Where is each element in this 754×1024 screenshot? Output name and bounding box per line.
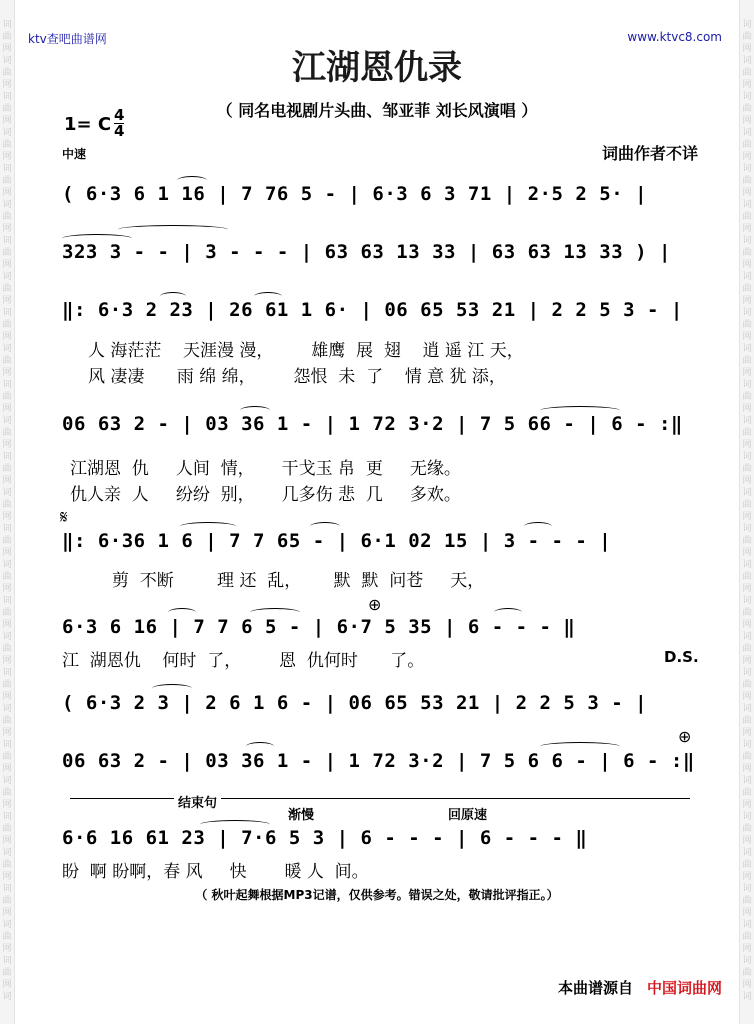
margin-watermark-char: 网 xyxy=(2,188,12,198)
margin-watermark-char: 网 xyxy=(742,944,752,954)
tie-mark xyxy=(118,225,228,234)
margin-watermark-char: 词 xyxy=(742,668,752,678)
margin-watermark-char: 曲 xyxy=(742,140,752,150)
notation-line-5: ‖: 6·36 1 6 | 7 7 65 - | 6·1 02 15 | 3 - - - | xyxy=(62,530,612,552)
margin-watermark-char: 词 xyxy=(742,704,752,714)
margin-watermark-char: 词 xyxy=(2,560,12,570)
ending-label: 结束句 xyxy=(174,792,221,811)
margin-watermark-char: 词 xyxy=(742,92,752,102)
left-margin-strip xyxy=(0,0,15,1024)
dal-segno-label: D.S. xyxy=(664,648,699,666)
margin-watermark-char: 词 xyxy=(742,56,752,66)
margin-watermark-char: 网 xyxy=(742,224,752,234)
slur-mark xyxy=(310,522,340,531)
margin-watermark-char: 词 xyxy=(2,236,12,246)
margin-watermark-char: 曲 xyxy=(742,860,752,870)
margin-watermark-char: 网 xyxy=(742,656,752,666)
margin-watermark-char: 词 xyxy=(2,488,12,498)
margin-watermark-char: 网 xyxy=(742,836,752,846)
margin-watermark-char: 词 xyxy=(2,884,12,894)
ritardando-label: 渐慢 xyxy=(288,808,315,823)
margin-watermark-char: 曲 xyxy=(2,932,12,942)
margin-watermark-char: 曲 xyxy=(2,320,12,330)
margin-watermark-char: 词 xyxy=(2,776,12,786)
margin-watermark-char: 网 xyxy=(742,908,752,918)
margin-watermark-char: 网 xyxy=(742,764,752,774)
margin-watermark-char: 词 xyxy=(742,884,752,894)
margin-watermark-char: 曲 xyxy=(742,788,752,798)
margin-watermark-char: 网 xyxy=(2,800,12,810)
margin-watermark-char: 网 xyxy=(742,620,752,630)
margin-watermark-char: 网 xyxy=(2,764,12,774)
margin-watermark-char: 曲 xyxy=(2,500,12,510)
margin-watermark-char: 词 xyxy=(742,452,752,462)
margin-watermark-char: 网 xyxy=(2,332,12,342)
margin-watermark-char: 词 xyxy=(742,956,752,966)
margin-watermark-char: 网 xyxy=(2,224,12,234)
margin-watermark-char: 网 xyxy=(2,620,12,630)
margin-watermark-char: 词 xyxy=(742,596,752,606)
margin-watermark-char: 网 xyxy=(2,80,12,90)
margin-watermark-char: 曲 xyxy=(742,284,752,294)
tie-mark xyxy=(540,406,620,415)
slur-mark xyxy=(254,292,282,301)
margin-watermark-char: 网 xyxy=(742,260,752,270)
margin-watermark-char: 曲 xyxy=(2,536,12,546)
margin-watermark-char: 网 xyxy=(2,440,12,450)
notation-line-7: ( 6·3 2 3 | 2 6 1 6 - | 06 65 53 21 | 2 2 5 3 - | xyxy=(62,692,648,714)
margin-watermark-char: 曲 xyxy=(2,860,12,870)
margin-watermark-char: 网 xyxy=(2,260,12,270)
margin-watermark-char: 曲 xyxy=(2,68,12,78)
margin-watermark-char: 词 xyxy=(742,812,752,822)
time-signature xyxy=(114,108,124,139)
margin-watermark-char: 曲 xyxy=(2,608,12,618)
margin-watermark-char: 词 xyxy=(2,308,12,318)
margin-watermark-char: 曲 xyxy=(742,680,752,690)
margin-watermark-char: 曲 xyxy=(2,104,12,114)
margin-watermark-char: 词 xyxy=(742,236,752,246)
margin-watermark-char: 网 xyxy=(742,728,752,738)
margin-watermark-char: 词 xyxy=(742,164,752,174)
margin-watermark-char: 曲 xyxy=(742,428,752,438)
margin-watermark-char: 曲 xyxy=(2,392,12,402)
lyric-verse2-line2: 仇人亲 人 纷纷 别， 几多伤 悲 几 多欢。 xyxy=(70,485,461,505)
margin-watermark-char: 网 xyxy=(2,692,12,702)
margin-watermark-char: 网 xyxy=(742,80,752,90)
margin-watermark-char: 网 xyxy=(2,404,12,414)
slur-mark xyxy=(168,608,196,617)
notation-line-6: 6·3 6 16 | 7 7 6 5 - | 6·7 5 35 | 6 - - - ‖ xyxy=(62,616,576,638)
time-signature-top: 4 xyxy=(114,106,125,124)
lyric-chorus-line1: 剪 不断 理 还 乱， 默 默 问苍 天， xyxy=(112,571,485,591)
slur-mark xyxy=(200,820,270,829)
slur-mark xyxy=(160,292,186,301)
margin-watermark-char: 词 xyxy=(742,488,752,498)
margin-watermark-char: 词 xyxy=(2,524,12,534)
margin-watermark-char: 曲 xyxy=(742,752,752,762)
margin-watermark-char: 曲 xyxy=(742,572,752,582)
source-brand-link[interactable]: 中国词曲网 xyxy=(646,979,722,997)
margin-watermark-char: 词 xyxy=(2,596,12,606)
margin-watermark-char: 曲 xyxy=(742,644,752,654)
margin-watermark-char: 曲 xyxy=(742,68,752,78)
margin-watermark-char: 曲 xyxy=(2,284,12,294)
margin-watermark-char: 词 xyxy=(742,380,752,390)
site-name-left[interactable]: ktv查吧曲谱网 xyxy=(28,32,107,46)
ending-bracket xyxy=(70,798,690,799)
credits: 词曲作者不详 xyxy=(601,144,698,163)
margin-watermark-char: 曲 xyxy=(742,320,752,330)
margin-watermark-char: 曲 xyxy=(742,176,752,186)
margin-watermark-char: 曲 xyxy=(2,896,12,906)
margin-watermark-char: 词 xyxy=(2,920,12,930)
margin-watermark-char: 词 xyxy=(742,740,752,750)
margin-watermark-char: 词 xyxy=(2,632,12,642)
margin-watermark-char: 词 xyxy=(742,128,752,138)
margin-watermark-char: 网 xyxy=(742,800,752,810)
right-margin-strip xyxy=(739,0,754,1024)
margin-watermark-char: 词 xyxy=(2,740,12,750)
margin-watermark-char: 曲 xyxy=(2,968,12,978)
margin-watermark-char: 曲 xyxy=(2,716,12,726)
margin-watermark-char: 词 xyxy=(742,920,752,930)
notation-line-3: ‖: 6·3 2 23 | 26 61 1 6· | 06 65 53 21 | 2 2 5 3 - | xyxy=(62,299,683,321)
margin-watermark-char: 网 xyxy=(742,872,752,882)
margin-watermark-char: 词 xyxy=(2,164,12,174)
margin-watermark-char: 网 xyxy=(2,152,12,162)
margin-watermark-char: 曲 xyxy=(2,248,12,258)
lyric-ending: 盼 啊 盼啊，春 风 快 暖 人 间。 xyxy=(62,862,369,882)
margin-watermark-char: 曲 xyxy=(742,824,752,834)
key-signature: 1= C xyxy=(64,114,112,135)
margin-watermark-char: 网 xyxy=(2,116,12,126)
margin-watermark-char: 曲 xyxy=(742,464,752,474)
a-tempo-label: 回原速 xyxy=(448,808,488,823)
margin-watermark-char: 词 xyxy=(2,416,12,426)
margin-watermark-char: 曲 xyxy=(2,824,12,834)
margin-watermark-char: 曲 xyxy=(742,536,752,546)
tie-mark xyxy=(540,742,620,751)
margin-watermark-char: 网 xyxy=(2,296,12,306)
source-credit xyxy=(558,977,722,998)
lyric-verse2-line1: 风 凄凄 雨 绵 绵， 怨恨 未 了 情 意 犹 添， xyxy=(88,367,506,387)
margin-watermark-char: 曲 xyxy=(2,176,12,186)
margin-watermark-char: 网 xyxy=(2,728,12,738)
margin-watermark-char: 网 xyxy=(2,836,12,846)
lyric-verse1-line2: 江湖恩 仇 人间 情， 干戈玉 帛 更 无缘。 xyxy=(70,459,461,479)
slur-mark xyxy=(494,608,522,617)
margin-watermark-char: 曲 xyxy=(2,356,12,366)
margin-watermark-char: 曲 xyxy=(2,680,12,690)
margin-watermark-char: 网 xyxy=(2,44,12,54)
margin-watermark-char: 词 xyxy=(2,668,12,678)
lyric-verse1-line1: 人 海茫茫 天涯漫 漫， 雄鹰 展 翅 逍 遥 江 天， xyxy=(88,341,524,361)
margin-watermark-char: 词 xyxy=(2,812,12,822)
song-title: 江湖恩仇录 xyxy=(292,48,462,88)
margin-watermark-char: 词 xyxy=(742,416,752,426)
margin-watermark-char: 词 xyxy=(2,848,12,858)
margin-watermark-char: 词 xyxy=(2,956,12,966)
margin-watermark-char: 曲 xyxy=(742,500,752,510)
margin-watermark-char: 曲 xyxy=(2,572,12,582)
margin-watermark-char: 网 xyxy=(2,944,12,954)
margin-watermark-char: 词 xyxy=(742,272,752,282)
time-signature-bottom: 4 xyxy=(114,122,125,140)
margin-watermark-char: 词 xyxy=(742,560,752,570)
margin-watermark-char: 网 xyxy=(2,368,12,378)
margin-watermark-char: 词 xyxy=(742,992,752,1002)
slur-mark xyxy=(246,742,274,751)
margin-watermark-char: 网 xyxy=(2,584,12,594)
margin-watermark-char: 词 xyxy=(742,200,752,210)
margin-watermark-char: 曲 xyxy=(742,896,752,906)
margin-watermark-char: 曲 xyxy=(742,716,752,726)
margin-watermark-char: 词 xyxy=(742,632,752,642)
margin-watermark-char: 词 xyxy=(742,524,752,534)
margin-watermark-char: 词 xyxy=(2,92,12,102)
margin-watermark-char: 词 xyxy=(2,128,12,138)
margin-watermark-char: 词 xyxy=(2,200,12,210)
lyric-chorus-line2: 江 湖恩仇 何时 了， 恩 仇何时 了。 xyxy=(62,651,425,671)
slur-mark xyxy=(250,608,300,617)
margin-watermark-char: 曲 xyxy=(2,644,12,654)
margin-watermark-char: 网 xyxy=(742,404,752,414)
coda-icon: ⊕ xyxy=(678,727,692,746)
margin-watermark-char: 词 xyxy=(2,704,12,714)
margin-watermark-char: 网 xyxy=(2,656,12,666)
segno-icon: 𝄋 xyxy=(60,507,68,528)
margin-watermark-char: 网 xyxy=(742,512,752,522)
margin-watermark-char: 网 xyxy=(742,116,752,126)
margin-watermark-char: 曲 xyxy=(742,104,752,114)
margin-watermark-char: 曲 xyxy=(2,140,12,150)
coda-icon: ⊕ xyxy=(368,595,382,614)
margin-watermark-char: 网 xyxy=(742,296,752,306)
margin-watermark-char: 词 xyxy=(2,380,12,390)
source-text: 本曲谱源自 xyxy=(557,979,633,997)
slur-mark xyxy=(177,176,207,185)
margin-watermark-char: 网 xyxy=(742,152,752,162)
margin-watermark-char: 曲 xyxy=(742,392,752,402)
slur-mark xyxy=(240,406,270,415)
margin-watermark-char: 词 xyxy=(2,992,12,1002)
margin-watermark-char: 网 xyxy=(742,44,752,54)
song-subtitle: （ 同名电视剧片头曲、邹亚菲 刘长风演唱 ） xyxy=(216,101,538,120)
margin-watermark-char: 词 xyxy=(742,776,752,786)
margin-watermark-char: 词 xyxy=(742,848,752,858)
margin-watermark-char: 词 xyxy=(742,344,752,354)
margin-watermark-char: 网 xyxy=(742,440,752,450)
margin-watermark-char: 曲 xyxy=(742,248,752,258)
margin-watermark-char: 词 xyxy=(2,452,12,462)
margin-watermark-char: 词 xyxy=(2,56,12,66)
transcription-note: （ 秋叶起舞根据MP3记谱，仅供参考。错误之处，敬请批评指正。） xyxy=(195,888,559,902)
notation-line-1: ( 6·3 6 1 16 | 7 76 5 - | 6·3 6 3 71 | 2·5 2 5· | xyxy=(62,183,648,205)
margin-watermark-char: 曲 xyxy=(742,932,752,942)
margin-watermark-char: 词 xyxy=(742,20,752,30)
margin-watermark-char: 网 xyxy=(2,476,12,486)
margin-watermark-char: 网 xyxy=(2,872,12,882)
margin-watermark-char: 网 xyxy=(742,980,752,990)
notation-line-4: 06 63 2 - | 03 36 1 - | 1 72 3·2 | 7 5 66 - | 6 - :‖ xyxy=(62,413,683,435)
site-url-right[interactable]: www.ktvc8.com xyxy=(627,30,722,44)
slur-mark xyxy=(180,522,236,531)
margin-watermark-char: 网 xyxy=(2,512,12,522)
margin-watermark-char: 曲 xyxy=(742,608,752,618)
slur-mark xyxy=(62,234,132,243)
margin-watermark-char: 词 xyxy=(742,308,752,318)
margin-watermark-char: 网 xyxy=(742,584,752,594)
margin-watermark-char: 曲 xyxy=(2,464,12,474)
margin-watermark-char: 曲 xyxy=(2,788,12,798)
margin-watermark-char: 词 xyxy=(2,344,12,354)
margin-watermark-char: 网 xyxy=(742,368,752,378)
margin-watermark-char: 网 xyxy=(2,548,12,558)
margin-watermark-char: 曲 xyxy=(2,752,12,762)
margin-watermark-char: 词 xyxy=(2,272,12,282)
margin-watermark-char: 曲 xyxy=(742,212,752,222)
margin-watermark-char: 网 xyxy=(2,980,12,990)
tempo-marking: 中速 xyxy=(62,147,87,161)
margin-watermark-char: 网 xyxy=(742,188,752,198)
margin-watermark-char: 曲 xyxy=(2,428,12,438)
slur-mark xyxy=(524,522,552,531)
margin-watermark-char: 网 xyxy=(2,908,12,918)
margin-watermark-char: 网 xyxy=(742,692,752,702)
margin-watermark-char: 网 xyxy=(742,476,752,486)
margin-watermark-char: 曲 xyxy=(742,32,752,42)
margin-watermark-char: 网 xyxy=(742,548,752,558)
margin-watermark-char: 曲 xyxy=(2,212,12,222)
notation-line-8: 06 63 2 - | 03 36 1 - | 1 72 3·2 | 7 5 6 6 - | 6 - :‖ xyxy=(62,750,695,772)
notation-line-2: 323 3 - - | 3 - - - | 63 63 13 33 | 63 63 13 33 ) | xyxy=(62,241,671,263)
notation-line-9: 6·6 16 61 23 | 7·6 5 3 | 6 - - - | 6 - - - ‖ xyxy=(62,827,588,849)
margin-watermark-char: 曲 xyxy=(742,356,752,366)
margin-watermark-char: 曲 xyxy=(742,968,752,978)
margin-watermark-char: 曲 xyxy=(2,32,12,42)
slur-mark xyxy=(152,684,192,693)
margin-watermark-char: 词 xyxy=(2,20,12,30)
margin-watermark-char: 网 xyxy=(742,332,752,342)
